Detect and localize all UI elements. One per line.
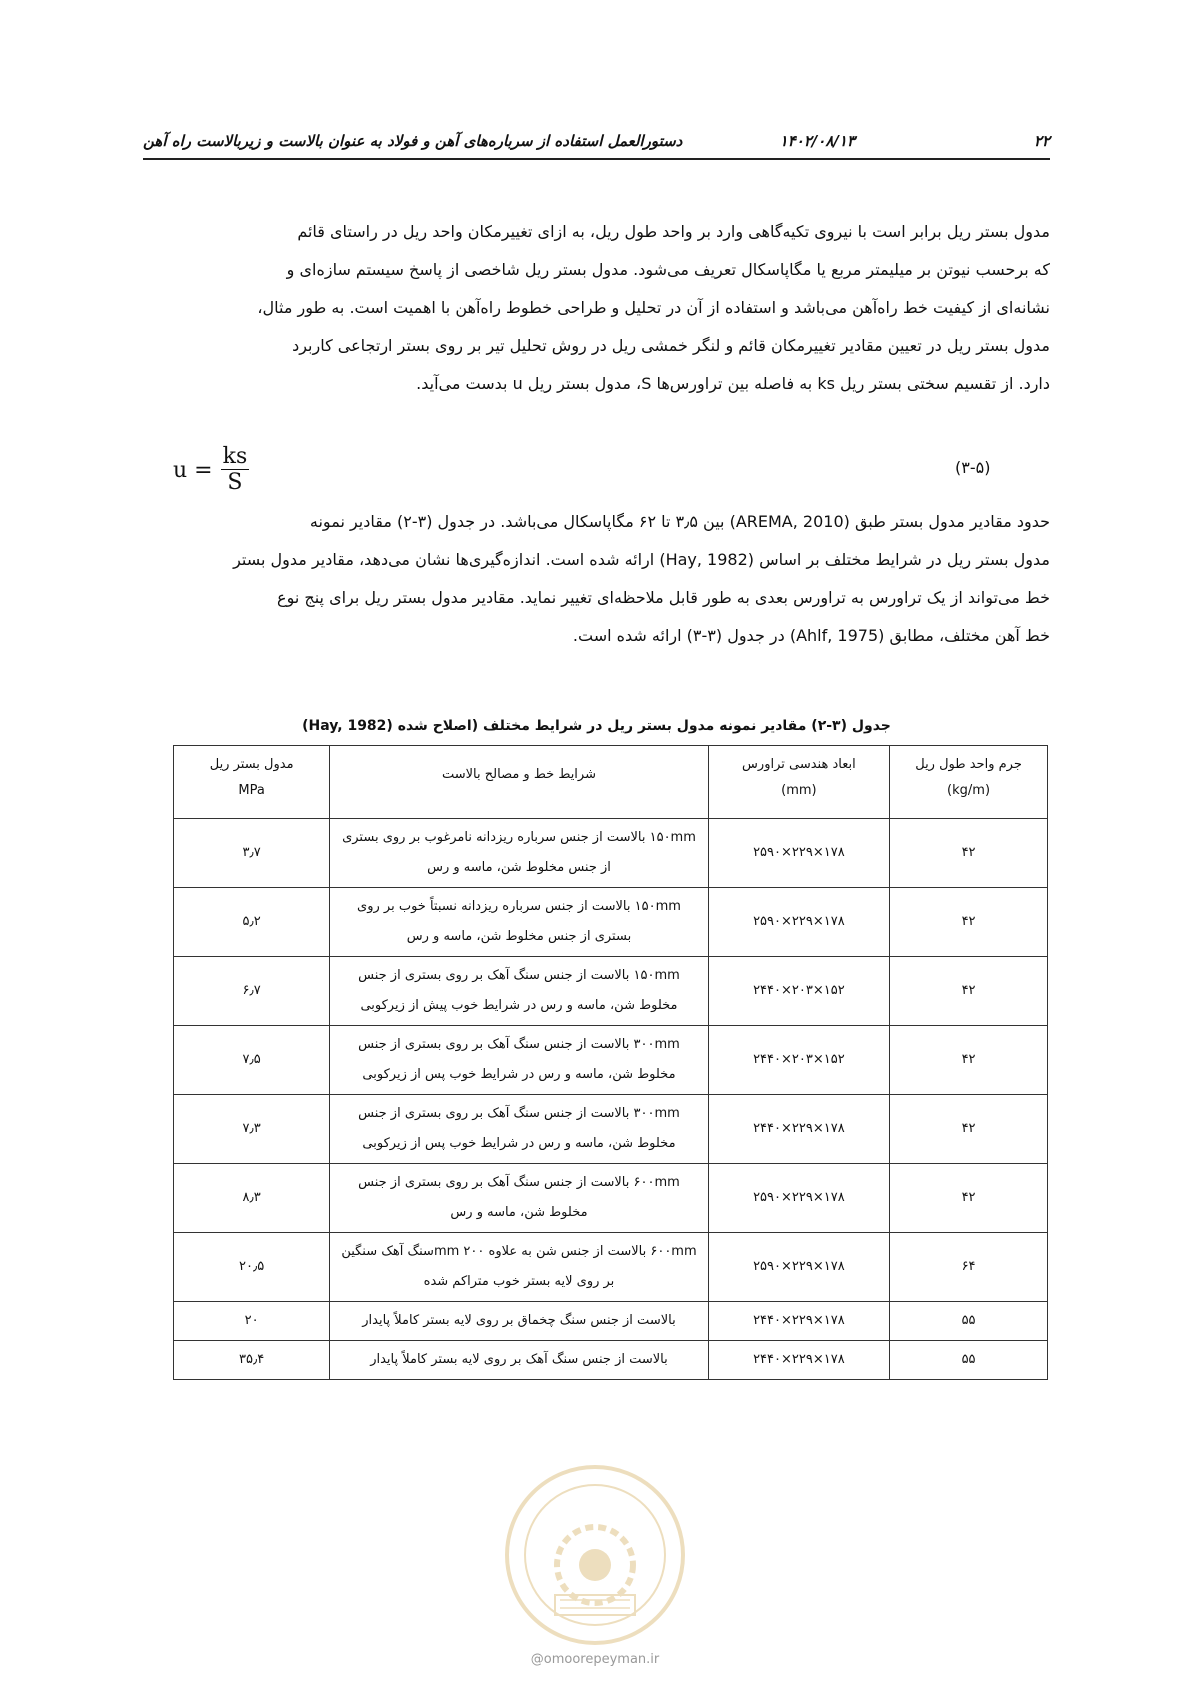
cell-mass: ۴۲ xyxy=(890,1164,1048,1233)
header-mass-unit: (kg/m) xyxy=(947,783,991,798)
cell-condition: ۶۰۰mm بالاست از جنس سنگ آهک بر روی بستری از جنس مخلوط شن، ماسه و رس xyxy=(330,1164,708,1233)
table-row xyxy=(174,1341,1048,1380)
cell-modulus: ۲۰ xyxy=(174,1302,330,1341)
equation-lhs: u = xyxy=(173,457,213,483)
table-row xyxy=(174,1164,1048,1233)
cell-condition: ۳۰۰mm بالاست از جنس سنگ آهک بر روی بستری از جنس مخلوط شن، ماسه و رس در شرایط خوب پس از زیرکوبی xyxy=(330,1095,708,1164)
paragraph-line: نشانه‌ای از کیفیت خط راه‌آهن می‌باشد و استفاده از آن در تحلیل و طراحی خطوط راه‌آهن با اهمیت است. به طور مثال، xyxy=(257,298,1050,317)
cell-condition: ۳۰۰mm بالاست از جنس سنگ آهک بر روی بستری از جنس مخلوط شن، ماسه و رس در شرایط خوب پس از زیرکوبی xyxy=(330,1026,708,1095)
cell-modulus: ۳۵٫۴ xyxy=(174,1341,330,1380)
cell-modulus: ۲۰٫۵ xyxy=(174,1233,330,1302)
cell-dims: ۱۷۸×۲۲۹×۲۴۴۰ xyxy=(708,1341,889,1380)
equation xyxy=(173,440,343,500)
cell-mass: ۶۴ xyxy=(890,1233,1048,1302)
header-date: ۱۴۰۲/۰۸/۱۳ xyxy=(779,132,855,150)
cell-dims: ۱۷۸×۲۲۹×۲۵۹۰ xyxy=(708,1233,889,1302)
cell-dims: ۱۷۸×۲۲۹×۲۴۴۰ xyxy=(708,1302,889,1341)
cell-mass: ۴۲ xyxy=(890,819,1048,888)
table-caption: جدول (۳-۲) مقادیر نمونه مدول بستر ریل در شرایط مختلف (اصلاح شده (Hay, 1982) xyxy=(302,718,891,734)
paragraph-2 xyxy=(143,503,1050,655)
modulus-table xyxy=(173,745,1048,1380)
cell-mass: ۴۲ xyxy=(890,957,1048,1026)
header-mass-label: جرم واحد طول ریل xyxy=(915,757,1022,772)
table-row xyxy=(174,1095,1048,1164)
paragraph-line: حدود مقادیر مدول بستر طبق (AREMA, 2010) بین ۳٫۵ تا ۶۲ مگاپاسکال می‌باشد. در جدول (۳-۲) مقادیر نمونه xyxy=(309,512,1050,531)
watermark-seal-icon xyxy=(500,1460,690,1650)
cell-condition: بالاست از جنس سنگ چخماق بر روی لایه بستر کاملاً پایدار xyxy=(330,1302,708,1341)
cell-dims: ۱۵۲×۲۰۳×۲۴۴۰ xyxy=(708,957,889,1026)
header-title: دستورالعمل استفاده از سرباره‌های آهن و فولاد به عنوان بالاست و زیربالاست راه آهن xyxy=(143,132,683,150)
paragraph-line: مدول بستر ریل در شرایط مختلف بر اساس (Hay, 1982) ارائه شده است. اندازه‌گیری‌ها نشان می‌دهد، مقادیر مدول بستر xyxy=(233,550,1050,569)
cell-condition: بالاست از جنس سنگ آهک بر روی لایه بستر کاملاً پایدار xyxy=(330,1341,708,1380)
header-modulus-label: مدول بستر ریل xyxy=(209,757,294,772)
footer-url: @omoorepeyman.ir xyxy=(530,1652,660,1667)
paragraph-1 xyxy=(143,213,1050,403)
table-row xyxy=(174,888,1048,957)
cell-modulus: ۷٫۳ xyxy=(174,1095,330,1164)
cell-mass: ۴۲ xyxy=(890,888,1048,957)
equation-number: (۳-۵) xyxy=(955,458,991,477)
cell-dims: ۱۷۸×۲۲۹×۲۴۴۰ xyxy=(708,1095,889,1164)
table-row xyxy=(174,1026,1048,1095)
header-dims-label: ابعاد هندسی تراورس xyxy=(742,757,856,772)
cell-condition: ۱۵۰mm بالاست از جنس سنگ آهک بر روی بستری از جنس مخلوط شن، ماسه و رس در شرایط خوب پیش از زیرکوبی xyxy=(330,957,708,1026)
header-modulus xyxy=(174,746,330,819)
header-modulus-unit: MPa xyxy=(238,783,265,798)
cell-condition: ۶۰۰mm بالاست از جنس شن به علاوه ۲۰۰ mmسنگ آهک سنگین بر روی لایه بستر خوب متراکم شده xyxy=(330,1233,708,1302)
equation-fraction xyxy=(221,445,250,496)
header-dims-unit: (mm) xyxy=(781,783,817,798)
page-number: ۲۲ xyxy=(1033,132,1050,150)
cell-dims: ۱۵۲×۲۰۳×۲۴۴۰ xyxy=(708,1026,889,1095)
paragraph-line: مدول بستر ریل برابر است با نیروی تکیه‌گاهی وارد بر واحد طول ریل، به ازای تغییرمکان واحد ریل در راستای قائم xyxy=(297,222,1050,241)
paragraph-line: خط می‌تواند از یک تراورس به تراورس بعدی به طور قابل ملاحظه‌ای تغییر نماید. مقادیر مدول بستر ریل برای پنج نوع xyxy=(277,588,1050,607)
table-row xyxy=(174,1233,1048,1302)
paragraph-line: که برحسب نیوتن بر میلیمتر مربع یا مگاپاسکال تعریف می‌شود. مدول بستر ریل شاخصی از پاسخ سیستم سازه‌ای و xyxy=(286,260,1050,279)
cell-modulus: ۶٫۷ xyxy=(174,957,330,1026)
paragraph-line: دارد. از تقسیم سختی بستر ریل ks به فاصله بین تراورس‌ها S، مدول بستر ریل u بدست می‌آید. xyxy=(416,374,1050,393)
cell-modulus: ۷٫۵ xyxy=(174,1026,330,1095)
cell-dims: ۱۷۸×۲۲۹×۲۵۹۰ xyxy=(708,1164,889,1233)
equation-denominator: S xyxy=(227,469,243,495)
cell-mass: ۴۲ xyxy=(890,1026,1048,1095)
paragraph-line: مدول بستر ریل در تعیین مقادیر تغییرمکان قائم و لنگر خمشی ریل در روش تحلیل تیر بر روی بستر ارتجاعی کاربرد xyxy=(292,336,1050,355)
cell-dims: ۱۷۸×۲۲۹×۲۵۹۰ xyxy=(708,819,889,888)
cell-mass: ۵۵ xyxy=(890,1302,1048,1341)
header-condition xyxy=(330,746,708,819)
cell-dims: ۱۷۸×۲۲۹×۲۵۹۰ xyxy=(708,888,889,957)
page-header xyxy=(143,128,1050,160)
cell-modulus: ۳٫۷ xyxy=(174,819,330,888)
table-body xyxy=(174,819,1048,1380)
cell-condition: ۱۵۰mm بالاست از جنس سرباره ریزدانه نسبتاً خوب بر روی بستری از جنس مخلوط شن، ماسه و رس xyxy=(330,888,708,957)
cell-modulus: ۵٫۲ xyxy=(174,888,330,957)
header-mass xyxy=(890,746,1048,819)
cell-modulus: ۸٫۳ xyxy=(174,1164,330,1233)
cell-condition: ۱۵۰mm بالاست از جنس سرباره ریزدانه نامرغوب بر روی بستری از جنس مخلوط شن، ماسه و رس xyxy=(330,819,708,888)
paragraph-line: خط آهن مختلف، مطابق (Ahlf, 1975) در جدول (۳-۳) ارائه شده است. xyxy=(572,626,1050,645)
table-row xyxy=(174,819,1048,888)
cell-mass: ۴۲ xyxy=(890,1095,1048,1164)
cell-mass: ۵۵ xyxy=(890,1341,1048,1380)
table-row xyxy=(174,957,1048,1026)
equation-numerator: ks xyxy=(222,443,248,469)
table-row xyxy=(174,1302,1048,1341)
table-header-row xyxy=(174,746,1048,819)
header-condition-label: شرایط خط و مصالح بالاست xyxy=(441,767,596,782)
header-dims xyxy=(708,746,889,819)
